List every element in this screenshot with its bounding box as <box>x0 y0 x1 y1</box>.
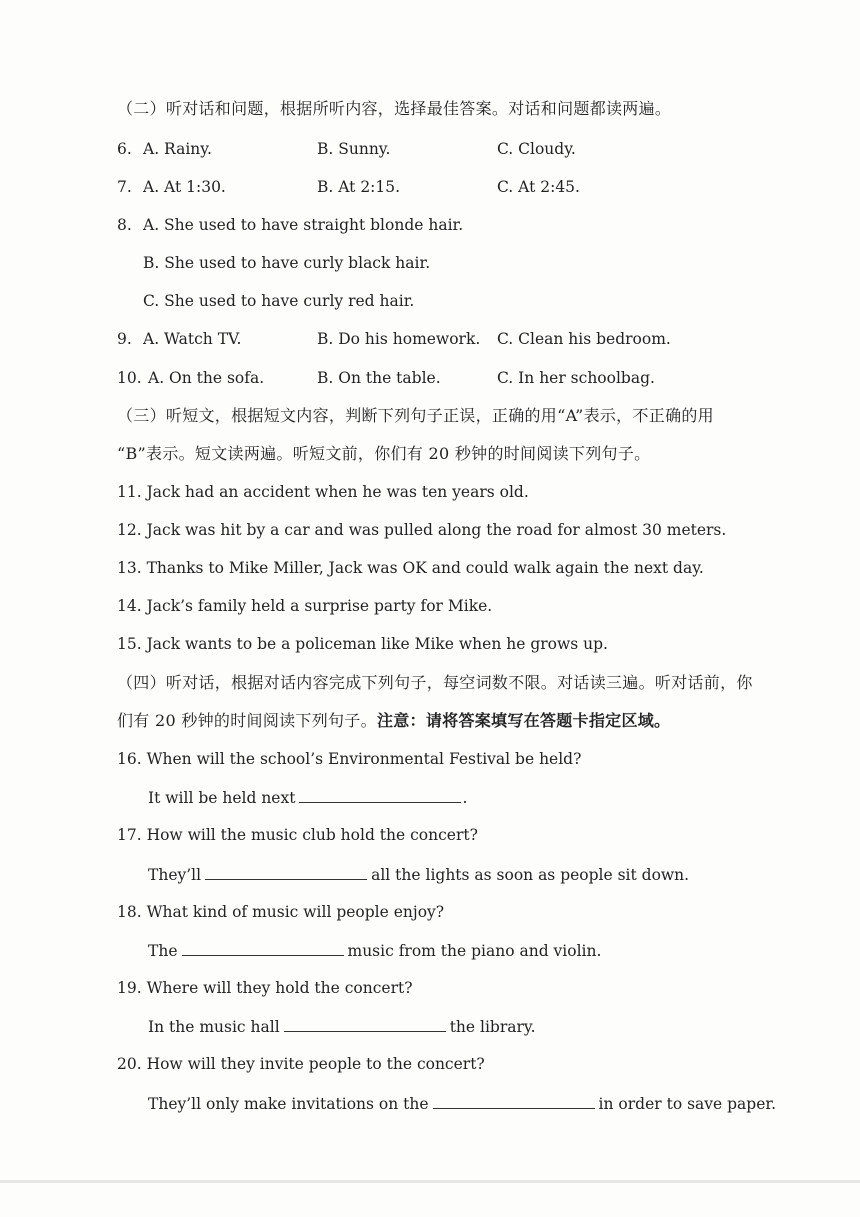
answer-blank[interactable] <box>182 939 344 956</box>
answer-blank[interactable] <box>433 1092 595 1109</box>
answer-prefix: The <box>148 942 178 960</box>
answer-blank[interactable] <box>284 1015 446 1032</box>
question-16: 16. When will the school’s Environmental Festival be held? <box>117 750 582 768</box>
option-a: A. Watch TV. <box>143 330 242 348</box>
section-4-heading-line-2 <box>117 710 670 732</box>
option-a: A. Rainy. <box>143 140 212 158</box>
question-18: 18. What kind of music will people enjoy? <box>117 903 445 921</box>
option-b: B. Do his homework. <box>317 330 481 348</box>
answer-suffix: music from the piano and violin. <box>347 942 602 960</box>
answer-prefix: They’ll only make invitations on the <box>148 1095 429 1113</box>
answer-suffix: all the lights as soon as people sit down. <box>371 866 690 884</box>
option-c: C. She used to have curly red hair. <box>143 292 415 310</box>
answer-line-20 <box>148 1092 776 1115</box>
answer-prefix: In the music hall <box>148 1018 280 1036</box>
answer-suffix: in order to save paper. <box>598 1095 777 1113</box>
answer-prefix: It will be held next <box>148 789 296 807</box>
question-19: 19. Where will they hold the concert? <box>117 979 413 997</box>
section-3-heading-line-2: “B”表示。短文读两遍。听短文前，你们有 20 秒钟的时间阅读下列句子。 <box>117 444 651 463</box>
section-2-heading: （二）听对话和问题，根据所听内容，选择最佳答案。对话和问题都读两遍。 <box>117 99 672 118</box>
answer-line-16 <box>148 786 467 809</box>
heading-text: 们有 20 秒钟的时间阅读下列句子。 <box>117 711 377 730</box>
question-number: 9. <box>117 330 132 348</box>
statement-15: 15. Jack wants to be a policeman like Mike when he grows up. <box>117 635 608 653</box>
statement-14: 14. Jack’s family held a surprise party for Mike. <box>117 597 493 615</box>
page-edge-shadow <box>0 1180 860 1183</box>
answer-blank[interactable] <box>205 863 367 880</box>
question-number: 10. <box>117 369 142 387</box>
answer-line-19 <box>148 1015 536 1038</box>
option-a: A. On the sofa. <box>148 369 265 387</box>
question-number: 7. <box>117 178 132 196</box>
answer-prefix: They’ll <box>148 866 202 884</box>
option-c: C. In her schoolbag. <box>497 369 655 387</box>
question-number: 6. <box>117 140 132 158</box>
option-c: C. Clean his bedroom. <box>497 330 671 348</box>
option-b: B. Sunny. <box>317 140 391 158</box>
option-b: B. On the table. <box>317 369 441 387</box>
section-4-heading-line-1: （四）听对话，根据对话内容完成下列句子，每空词数不限。对话读三遍。听对话前，你 <box>117 673 753 692</box>
option-b: B. At 2:15. <box>317 178 401 196</box>
statement-13: 13. Thanks to Mike Miller, Jack was OK and could walk again the next day. <box>117 559 704 577</box>
answer-suffix: the library. <box>449 1018 536 1036</box>
option-b: B. She used to have curly black hair. <box>143 254 431 272</box>
question-number: 8. <box>117 216 132 234</box>
answer-suffix: . <box>462 789 468 807</box>
question-17: 17. How will the music club hold the concert? <box>117 826 478 844</box>
statement-11: 11. Jack had an accident when he was ten years old. <box>117 483 529 501</box>
option-a: A. At 1:30. <box>143 178 226 196</box>
answer-blank[interactable] <box>299 786 461 803</box>
option-c: C. Cloudy. <box>497 140 576 158</box>
answer-line-18 <box>148 939 601 962</box>
answer-line-17 <box>148 863 689 886</box>
option-a: A. She used to have straight blonde hair. <box>143 216 464 234</box>
statement-12: 12. Jack was hit by a car and was pulled along the road for almost 30 meters. <box>117 521 727 539</box>
section-3-heading-line-1: （三）听短文，根据短文内容，判断下列句子正误，正确的用“A”表示，不正确的用 <box>117 406 714 425</box>
question-20: 20. How will they invite people to the concert? <box>117 1055 485 1073</box>
option-c: C. At 2:45. <box>497 178 580 196</box>
notice-text: 注意：请将答案填写在答题卡指定区域。 <box>376 711 671 730</box>
